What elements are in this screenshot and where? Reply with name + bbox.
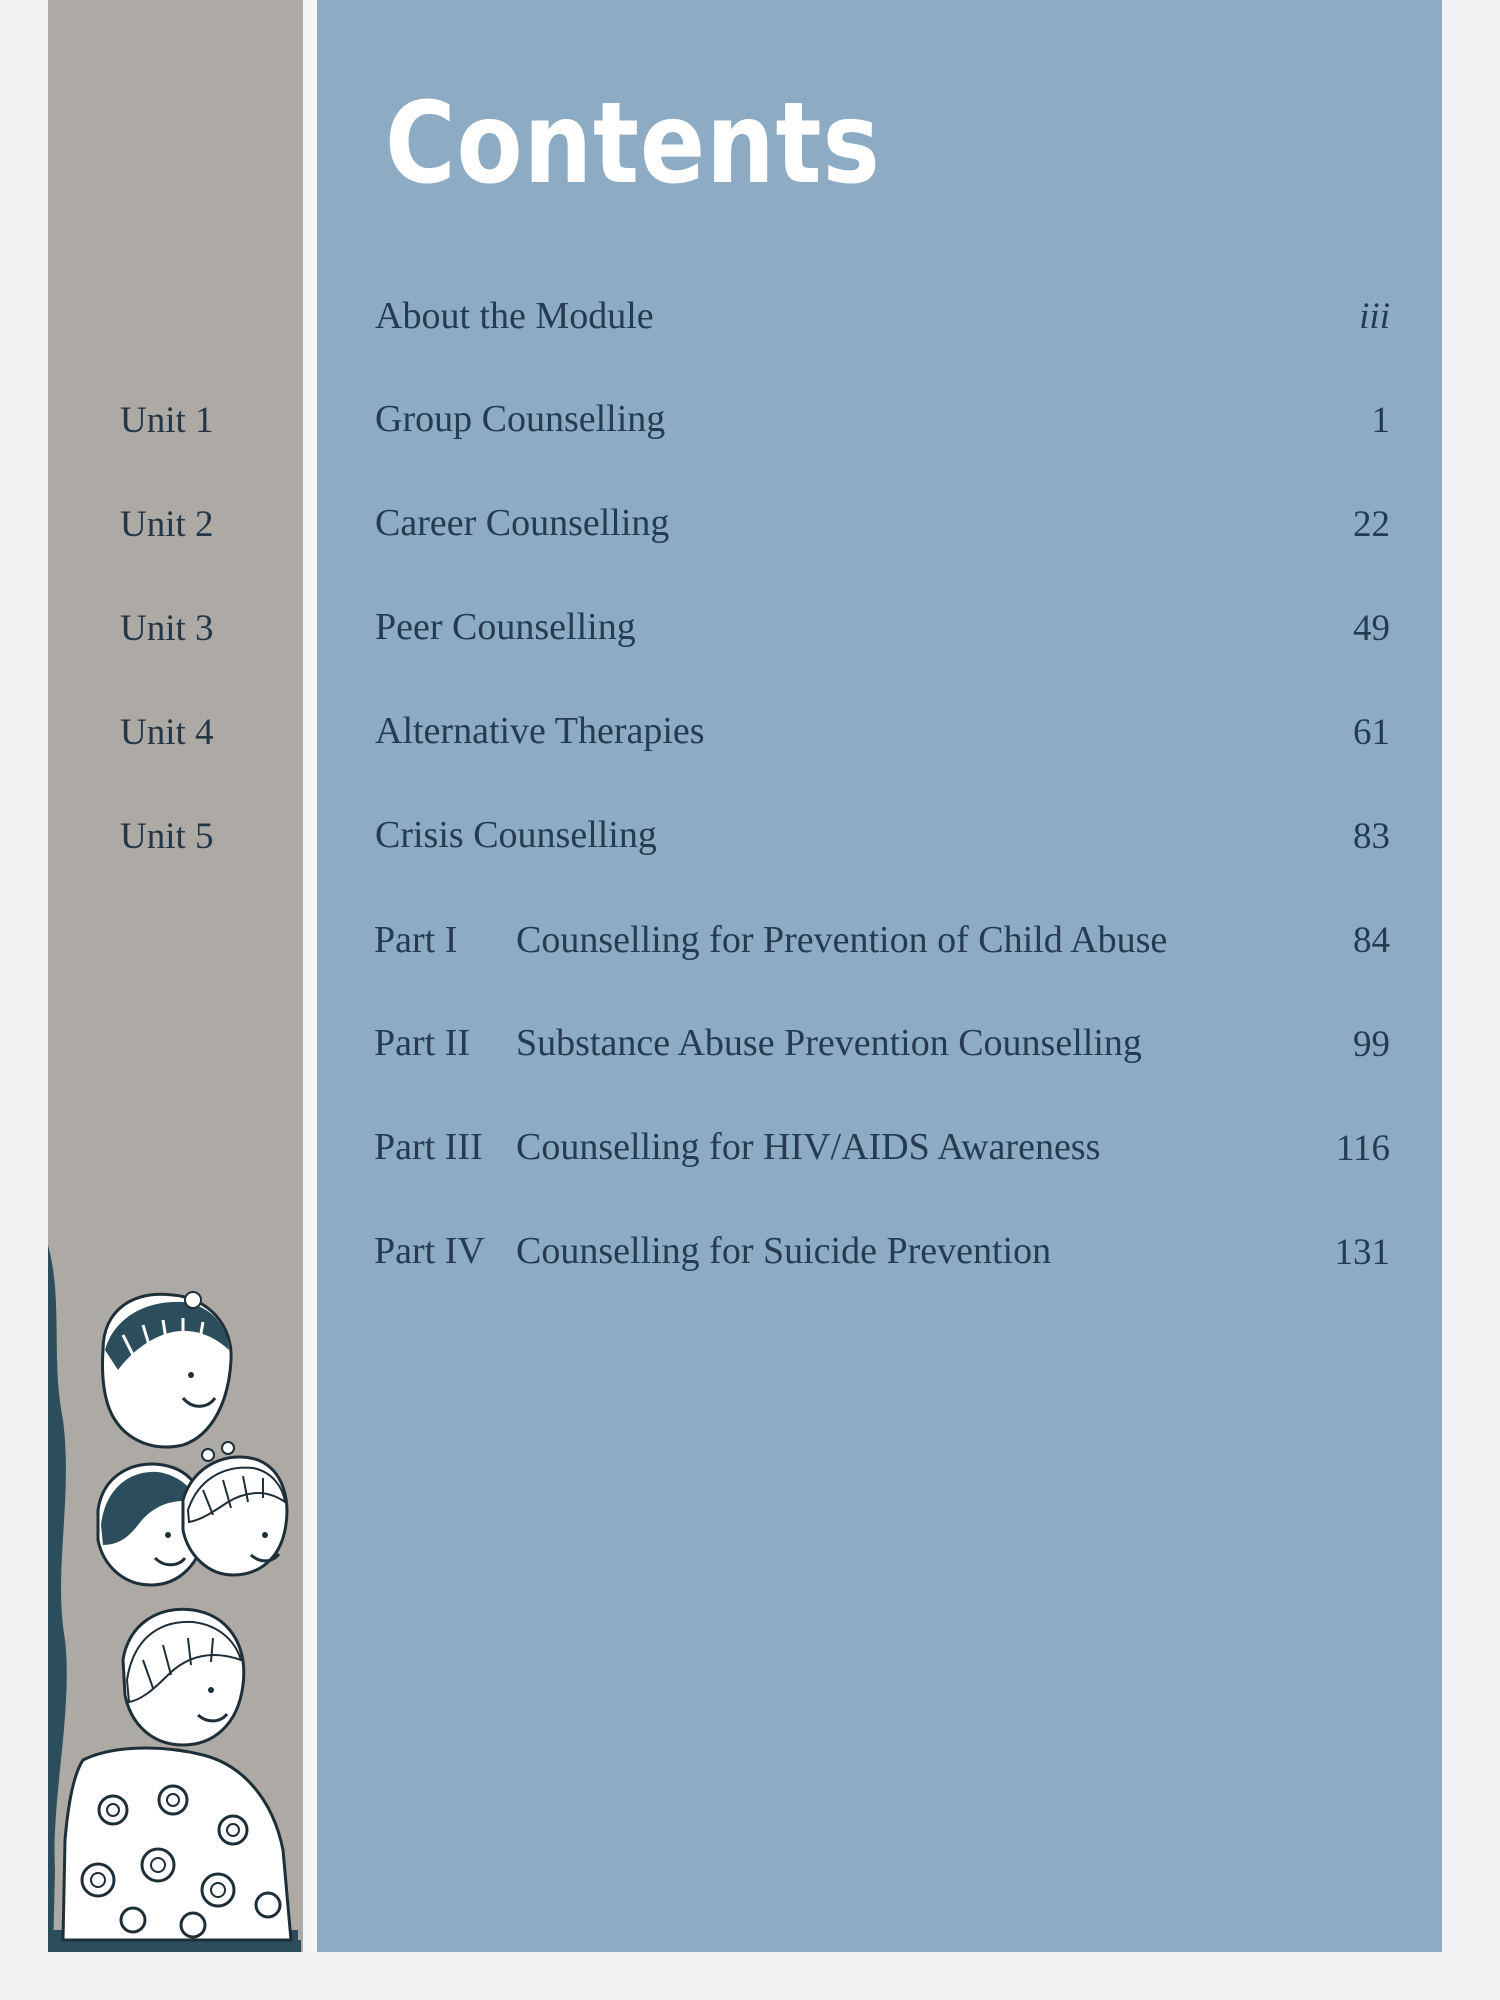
toc-entry-unit-5-page: 83 <box>1353 816 1390 857</box>
unit-label-2: Unit 2 <box>120 504 214 545</box>
toc-entry-part-1-title[interactable]: Counselling for Prevention of Child Abuse <box>516 919 1168 961</box>
contents-panel <box>317 0 1442 1952</box>
toc-entry-unit-4-title[interactable]: Alternative Therapies <box>375 710 705 752</box>
toc-entry-unit-3-page: 49 <box>1353 608 1390 649</box>
page-title: Contents <box>385 79 881 209</box>
white-divider <box>303 0 317 1952</box>
cartoon-children-icon <box>43 1240 305 1952</box>
toc-entry-unit-1-title[interactable]: Group Counselling <box>375 398 666 440</box>
toc-entry-part-2-title[interactable]: Substance Abuse Prevention Counselling <box>516 1022 1142 1064</box>
toc-entry-part-3-page: 116 <box>1335 1128 1390 1169</box>
part-label-4: Part IV <box>374 1230 485 1272</box>
toc-entry-unit-5-title[interactable]: Crisis Counselling <box>375 814 657 856</box>
toc-entry-unit-2-title[interactable]: Career Counselling <box>375 502 670 544</box>
toc-entry-part-1-page: 84 <box>1353 920 1390 961</box>
part-label-1: Part I <box>374 919 458 961</box>
toc-entry-unit-3-title[interactable]: Peer Counselling <box>375 606 636 648</box>
toc-entry-unit-1-page: 1 <box>1371 400 1390 441</box>
part-label-2: Part II <box>374 1022 471 1064</box>
part-label-3: Part III <box>374 1126 483 1168</box>
toc-entry-part-4-title[interactable]: Counselling for Suicide Prevention <box>516 1230 1052 1272</box>
toc-entry-part-2-page: 99 <box>1353 1024 1390 1065</box>
unit-label-5: Unit 5 <box>120 816 214 857</box>
unit-label-4: Unit 4 <box>120 712 214 753</box>
toc-entry-about-title[interactable]: About the Module <box>375 295 654 337</box>
toc-entry-part-4-page: 131 <box>1334 1232 1390 1273</box>
unit-label-1: Unit 1 <box>120 400 214 441</box>
unit-label-3: Unit 3 <box>120 608 214 649</box>
toc-entry-unit-4-page: 61 <box>1353 712 1390 753</box>
toc-entry-unit-2-page: 22 <box>1353 504 1390 545</box>
toc-entry-about-page: iii <box>1359 296 1390 337</box>
toc-entry-part-3-title[interactable]: Counselling for HIV/AIDS Awareness <box>516 1126 1101 1168</box>
